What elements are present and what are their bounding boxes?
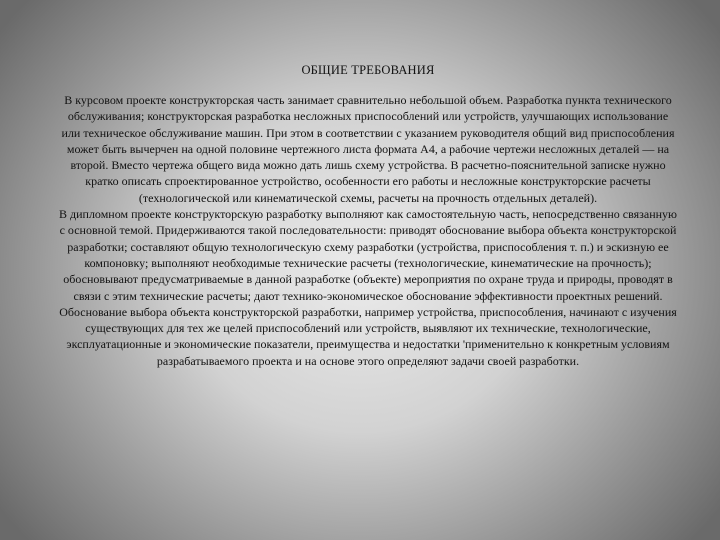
slide-title: ОБЩИЕ ТРЕБОВАНИЯ <box>301 63 435 77</box>
paragraph-object-selection: Обоснование выбора объекта конструкторской разработки, например устройства, приспособления, начинают с изучения существующих для тех же целей приспособлений или устройств, выявляют их технические, технологические, эксплуатационные и экономические показатели, преимущества и недостатки 'применительно к конкретным условиям разрабатываемого проекта и на основе этого определяют задачи своей разработки. <box>59 304 677 368</box>
paragraph-diploma-project: В дипломном проекте конструкторскую разработку выполняют как самостоятельную часть, непосредственно связанную с основной темой. Придерживаются такой последовательности: приводят обоснование выбора объекта конструкторской разработки; составляют общую технологическую схему разработки (устройства, приспособления т. п.) и эскизную ее компоновку; выполняют необходимые технические расчеты (технологические, кинематические на прочность); обосновывают предусматриваемые в данной разработке (объекте) мероприятия по охране труда и природы, проводят в связи с этим технические расчеты; дают технико-экономическое обоснование эффективности проектных решений. <box>58 207 677 303</box>
paragraph-course-project: В курсовом проекте конструкторская часть занимает сравнительно небольшой объем. Разработка пункта технического обслуживания; конструкторская разработка несложных приспособлений или устройств, улучшающих использование или техническое обслуживание машин. При этом в соответствии с указанием руководителя общий вид приспособления может быть вычерчен на одной половине чертежного листа формата А4, а рабочие чертежи несложных деталей — на второй. Вместо чертежа общего вида можно дать лишь схему устройства. В расчетно-пояснительной записке нужно кратко описать спроектированное устройство, особенности его работы и несложные конструкторские расчеты (технологической или кинематической схемы, расчеты на прочность отдельных деталей). <box>61 93 675 205</box>
slide-content <box>58 62 678 369</box>
